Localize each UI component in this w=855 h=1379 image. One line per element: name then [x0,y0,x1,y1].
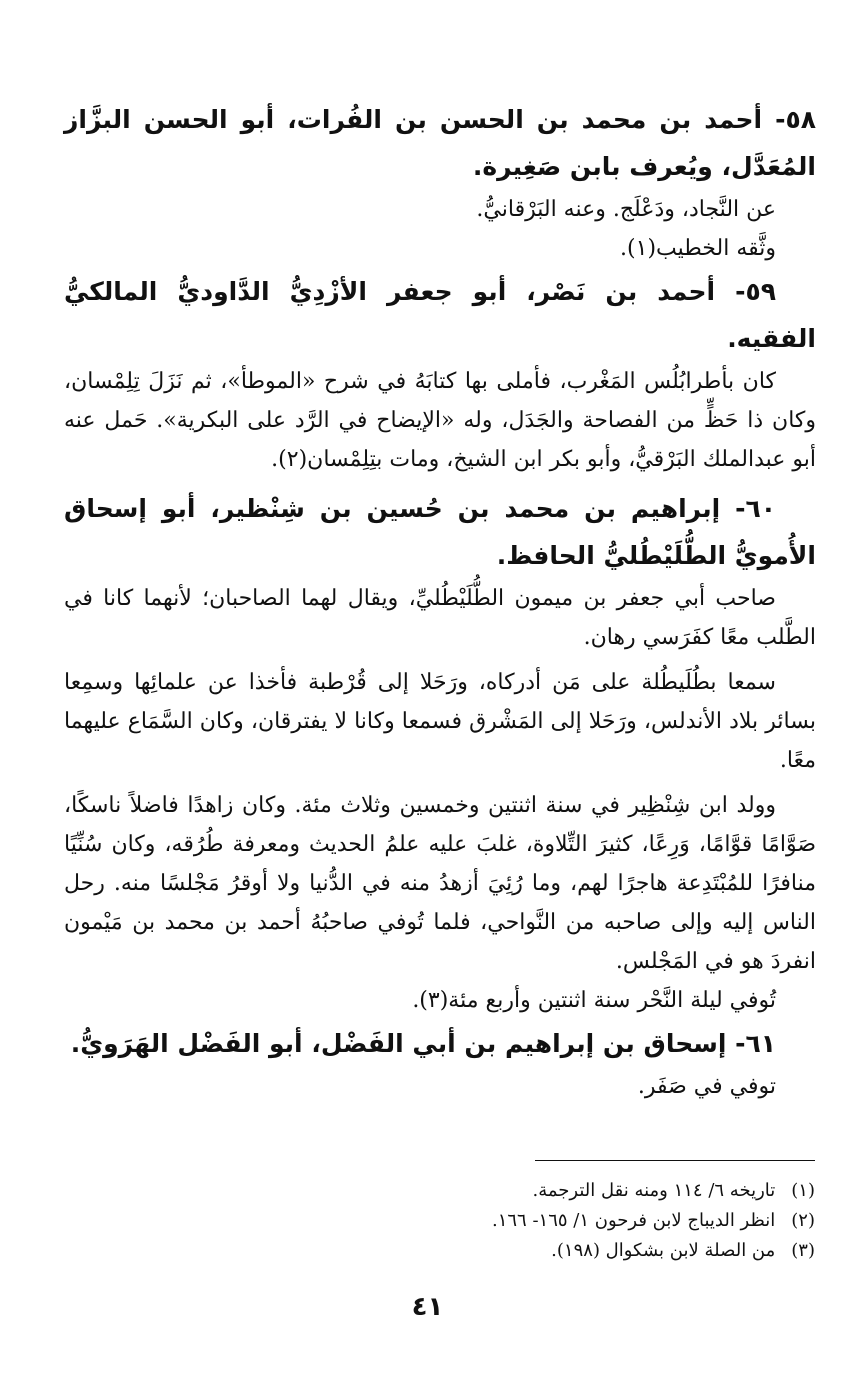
entry-60-paragraph-1: صاحب أبي جعفر بن ميمون الطُّلَيْطُليِّ، ويقال لهما الصاحبان؛ لأنهما كانا في الطَّلب معًا كفَرَسي رهان. [64,586,816,650]
page-body [64,96,816,1106]
entry-60-paragraph-2: سمعا بطُلَيطُلة على مَن أدركاه، ورَحَلا إلى قُرْطبة فأخذا عن علمائِها وسمِعا بسائر بلاد الأندلس، ورَحَلا إلى المَشْرق فسمعا وكانا لا يفترقان، وكان السَّمَاع عليهما معًا. [64,670,816,773]
entry-58-line-2: وثَّقه الخطيب(١). [620,236,776,261]
entry-60-line-4: تُوفي ليلة النَّحْر سنة اثنتين وأربع مئة(٣). [412,988,776,1013]
footnote-1-text: تاريخه ٦/ ١١٤ ومنه نقل الترجمة. [532,1180,776,1201]
entry-61-line-1: توفي في صَفَر. [637,1074,776,1099]
footnote-2 [75,1206,815,1236]
entry-60-paragraph-3: وولد ابن شِنْظِير في سنة اثنتين وخمسين وثلاث مئة. وكان زاهدًا فاضلاً ناسكًا، صَوَّامًا قوَّامًا، وَرِعًا، كثيرَ التِّلاوة، غلبَ عليه علمُ الحديث ومعرفة طُرُقه، وكان سُنِّيًا منافرًا للمُبْتَدِعة هاجرًا لهم، وما رُئِيَ أزهدُ منه في الدُّنيا ولا أوقرُ مَجْلسًا منه. رحل الناس إليه وإلى صاحبه من النَّواحي، فلما تُوفي صاحبُهُ أحمد بن محمد بن مَيْمون انفردَ هو في المَجْلس. [64,793,816,974]
entry-58-line-1: عن النَّجاد، ودَعْلَج. وعنه البَرْقانيُّ. [476,197,776,222]
entry-59-heading: ٥٩- أحمد بن نَصْر، أبو جعفر الأزْدِيُّ الدَّاوديُّ المالكيُّ الفقيه. [64,277,816,353]
footnote-1-number: (١) [791,1180,815,1201]
page-number: ٤١ [411,1292,444,1322]
entry-60-heading: ٦٠- إبراهيم بن محمد بن حُسين بن شِنْظير، أبو إسحاق الأُمويُّ الطُّلَيْطُليُّ الحافظ. [64,494,816,570]
entry-59-paragraph: كان بأطرابُلُس المَغْرب، فأملى بها كتابَهُ في شرح «الموطأ»، ثم نَزَلَ تِلِمْسان، وكان ذا حَظٍّ من الفصاحة والجَدَل، وله «الإيضاح في الرَّد على البكرية». حَمل عنه أبو عبدالملك البَرْقيُّ، وأبو بكر ابن الشيخ، ومات بتِلِمْسان(٢). [64,369,816,472]
footnote-2-text: انظر الديباج لابن فرحون ١/ ١٦٥- ١٦٦. [491,1210,776,1231]
footnote-3-number: (٣) [791,1240,815,1261]
entry-58-heading: ٥٨- أحمد بن محمد بن الحسن بن الفُرات، أبو الحسن البزَّاز المُعَدَّل، ويُعرف بابن صَغِيرة. [64,105,816,181]
footnote-1 [75,1176,815,1206]
entry-61-heading: ٦١- إسحاق بن إبراهيم بن أبي الفَضْل، أبو الفَضْل الهَرَويُّ. [70,1029,776,1058]
footnote-divider [535,1160,815,1161]
footnote-3-text: من الصلة لابن بشكوال (١٩٨). [551,1240,776,1261]
footnote-2-number: (٢) [791,1210,815,1231]
footnote-3 [75,1236,815,1266]
footnotes [75,1176,815,1266]
